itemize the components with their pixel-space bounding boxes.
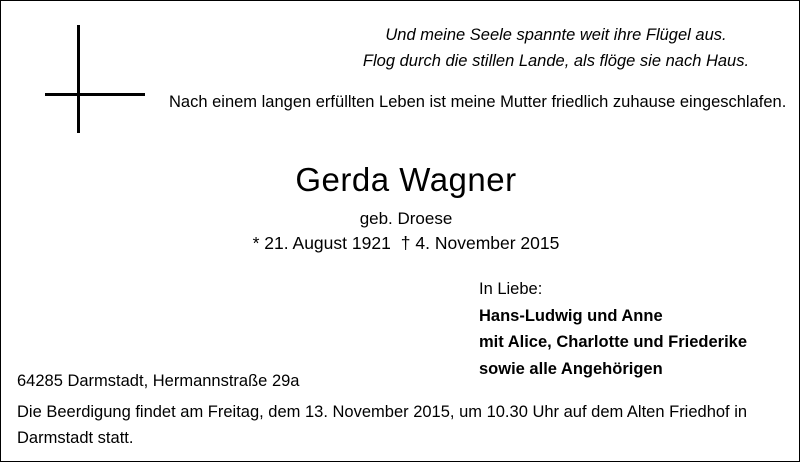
cross-vertical-bar	[77, 25, 80, 133]
poem-verse	[331, 23, 781, 74]
life-dates	[141, 233, 671, 254]
family-line-3: sowie alle Angehörigen	[479, 360, 663, 379]
family-lead: In Liebe:	[479, 280, 543, 298]
poem-line-1: Und meine Seele spannte weit ihre Flügel aus.	[385, 26, 727, 44]
poem-line-2: Flog durch die stillen Lande, als flöge sie nach Haus.	[362, 51, 750, 70]
death-date: † 4. November 2015	[400, 233, 560, 253]
funeral-details: Die Beerdigung findet am Freitag, dem 13. November 2015, um 10.30 Uhr auf dem Alten Friedhof in Darmstadt statt.	[17, 403, 748, 448]
intro-text: Nach einem langen erfüllten Leben ist meine Mutter friedlich zuhause eingeschlafen.	[169, 93, 787, 111]
family-line-2: mit Alice, Charlotte und Friederike	[479, 333, 748, 352]
cross-icon	[27, 25, 137, 135]
cross-horizontal-bar	[45, 93, 145, 96]
family-line-1: Hans-Ludwig und Anne	[479, 306, 663, 325]
birth-date: * 21. August 1921	[252, 233, 391, 253]
address-line: 64285 Darmstadt, Hermannstraße 29a	[17, 372, 300, 390]
deceased-name: Gerda Wagner	[295, 161, 517, 198]
maiden-name: geb. Droese	[359, 209, 453, 228]
family-block	[479, 276, 747, 383]
